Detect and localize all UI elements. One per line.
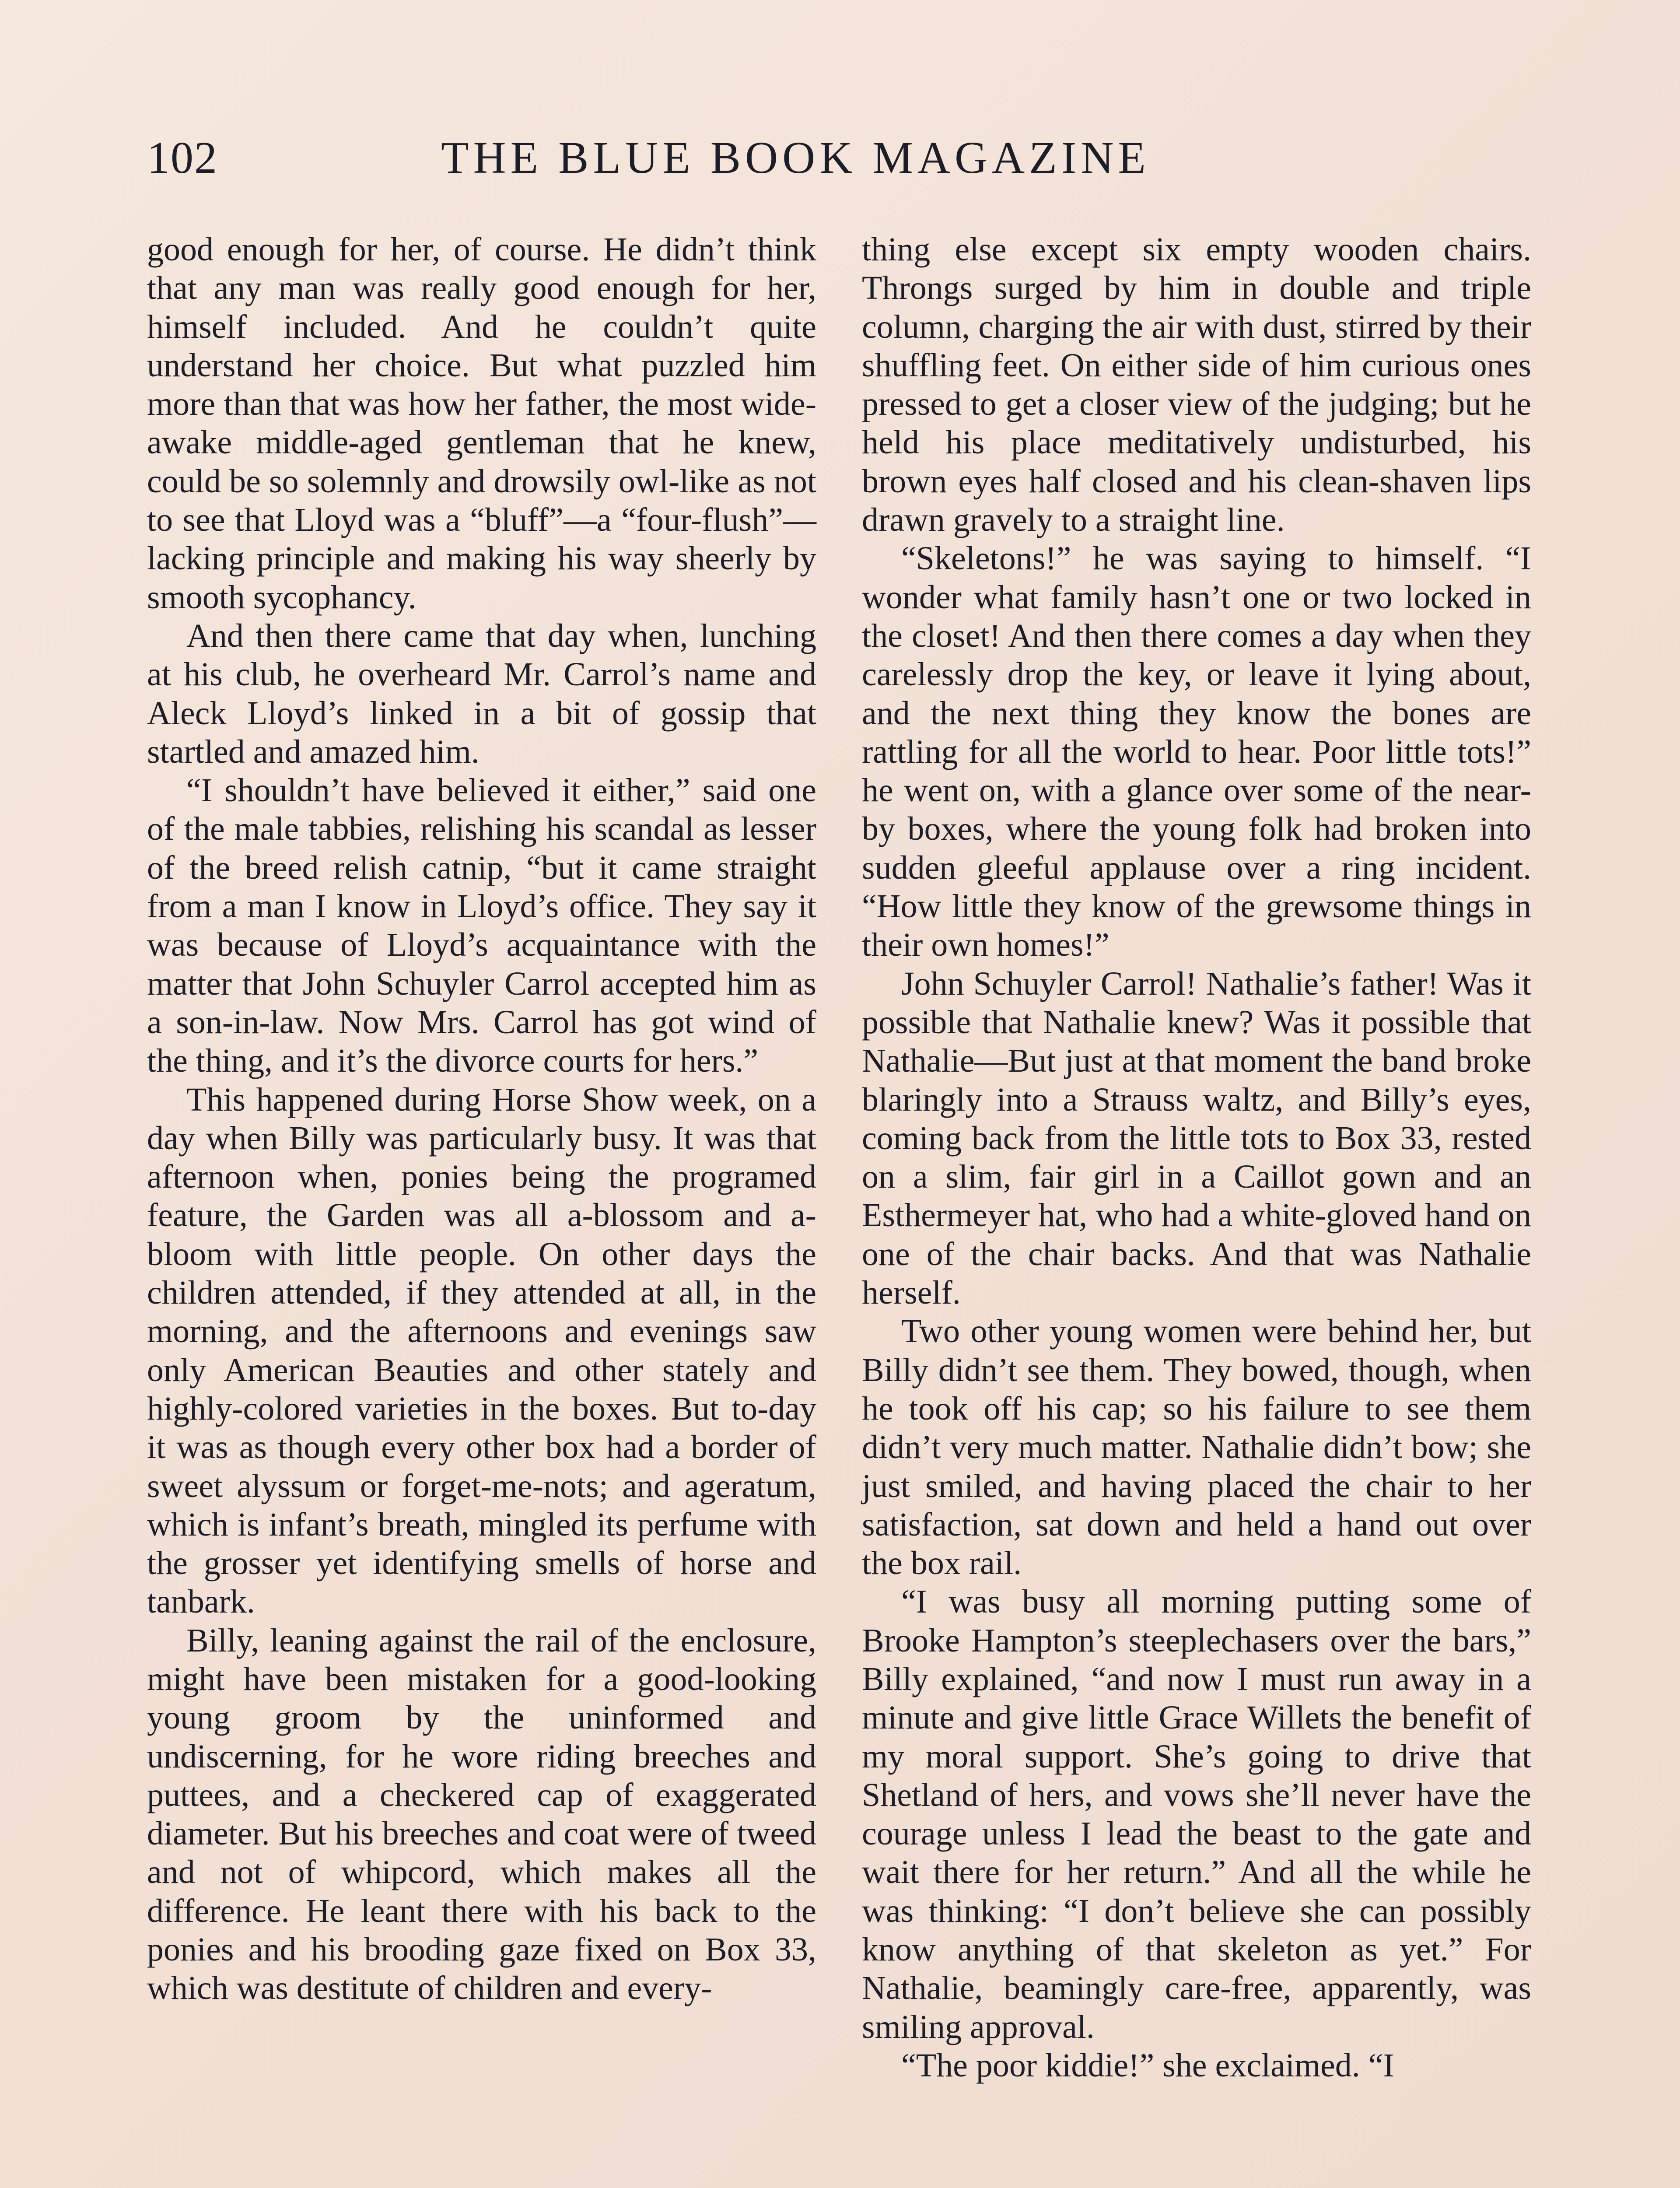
text-column-left (147, 230, 816, 2008)
paragraph: John Schuyler Carrol! Nathalie’s father! Was it possible that Nathalie knew? Was it possible that Nathalie—But just at that moment the band broke blaringly into a Strauss waltz, and Billy’s eyes, coming back from the little tots to Box 33, rested on a slim, fair girl in a Caillot gown and an Esthermeyer hat, who had a white-gloved hand on one of the chair backs. And that was Nathalie herself. (862, 965, 1531, 1311)
paragraph: thing else except six empty wooden chairs. Throngs surged by him in double and triple column, charging the air with dust, stirred by their shuffling feet. On either side of him curious ones pressed to get a closer view of the judging; but he held his place meditatively undisturbed, his brown eyes half closed and his clean-shaven lips drawn gravely to a straight line. (862, 231, 1531, 539)
paragraph: “Skeletons!” he was saying to himself. “I wonder what family hasn’t one or two locked in the closet! And then there comes a day when they carelessly drop the key, or leave it lying about, and the next thing they know the bones are rattling for all the world to hear. Poor little tots!” he went on, with a glance over some of the near-by boxes, where the young folk had broken into sudden gleeful applause over a ring incident. “How little they know of the grewsome things in their own homes!” (862, 540, 1531, 964)
paragraph: And then there came that day when, lunching at his club, he overheard Mr. Carrol’s name and Aleck Lloyd’s linked in a bit of gossip that startled and amazed him. (147, 617, 816, 770)
paragraph: “I was busy all morning putting some of Brooke Hampton’s steeplechasers over the bars,” Billy explained, “and now I must run away in a minute and give little Grace Willets the benefit of my moral support. She’s going to drive that Shetland of hers, and vows she’ll never have the courage unless I lead the beast to the gate and wait there for her return.” And all the while he was thinking: “I don’t believe she can possibly know anything of that skeleton as yet.” For Nathalie, beamingly care-free, apparently, was smiling approval. (862, 1583, 1531, 2045)
magazine-title: THE BLUE BOOK MAGAZINE (441, 133, 1150, 183)
page-number: 102 (147, 133, 218, 183)
paragraph: “I shouldn’t have believed it either,” said one of the male tabbies, relishing his scandal as lesser of the breed relish catnip, “but it came straight from a man I know in Lloyd’s office. They say it was because of Lloyd’s acquaintance with the matter that John Schuyler Carrol accepted him as a son-in-law. Now Mrs. Carrol has got wind of the thing, and it’s the divorce courts for hers.” (147, 772, 816, 1080)
paragraph: “The poor kiddie!” she exclaimed. “I (901, 2047, 1394, 2084)
paragraph: This happened during Horse Show week, on a day when Billy was particularly busy. It was that afternoon when, ponies being the programed feature, the Garden was all a-blossom and a-bloom with little people. On other days the children attended, if they attended at all, in the morning, and the afternoons and evenings saw only American Beauties and other stately and highly-colored varieties in the boxes. But to-day it was as though every other box had a border of sweet alyssum or forget-me-nots; and ageratum, which is infant’s breath, mingled its perfume with the grosser yet identifying smells of horse and tanbark. (147, 1081, 816, 1620)
paragraph: good enough for her, of course. He didn’t think that any man was really good enough for her, himself included. And he couldn’t quite understand her choice. But what puzzled him more than that was how her father, the most wide-awake middle-aged gentleman that he knew, could be so solemnly and drowsily owl-like as not to see that Lloyd was a “bluff”—a “four-flush”—lacking principle and making his way sheerly by smooth sycophancy. (147, 231, 816, 616)
paragraph: Billy, leaning against the rail of the enclosure, might have been mistaken for a good-looking young groom by the uninformed and undiscerning, for he wore riding breeches and puttees, and a checkered cap of exaggerated diameter. But his breeches and coat were of tweed and not of whipcord, which makes all the difference. He leant there with his back to the ponies and his brooding gaze fixed on Box 33, which was destitute of children and every- (147, 1622, 816, 2007)
paragraph: Two other young women were behind her, but Billy didn’t see them. They bowed, though, when he took off his cap; so his failure to see them didn’t very much matter. Nathalie didn’t bow; she just smiled, and having placed the chair to her satisfaction, sat down and held a hand out over the box rail. (862, 1313, 1531, 1582)
page-header (147, 130, 1245, 186)
text-column-right (862, 230, 1531, 2085)
